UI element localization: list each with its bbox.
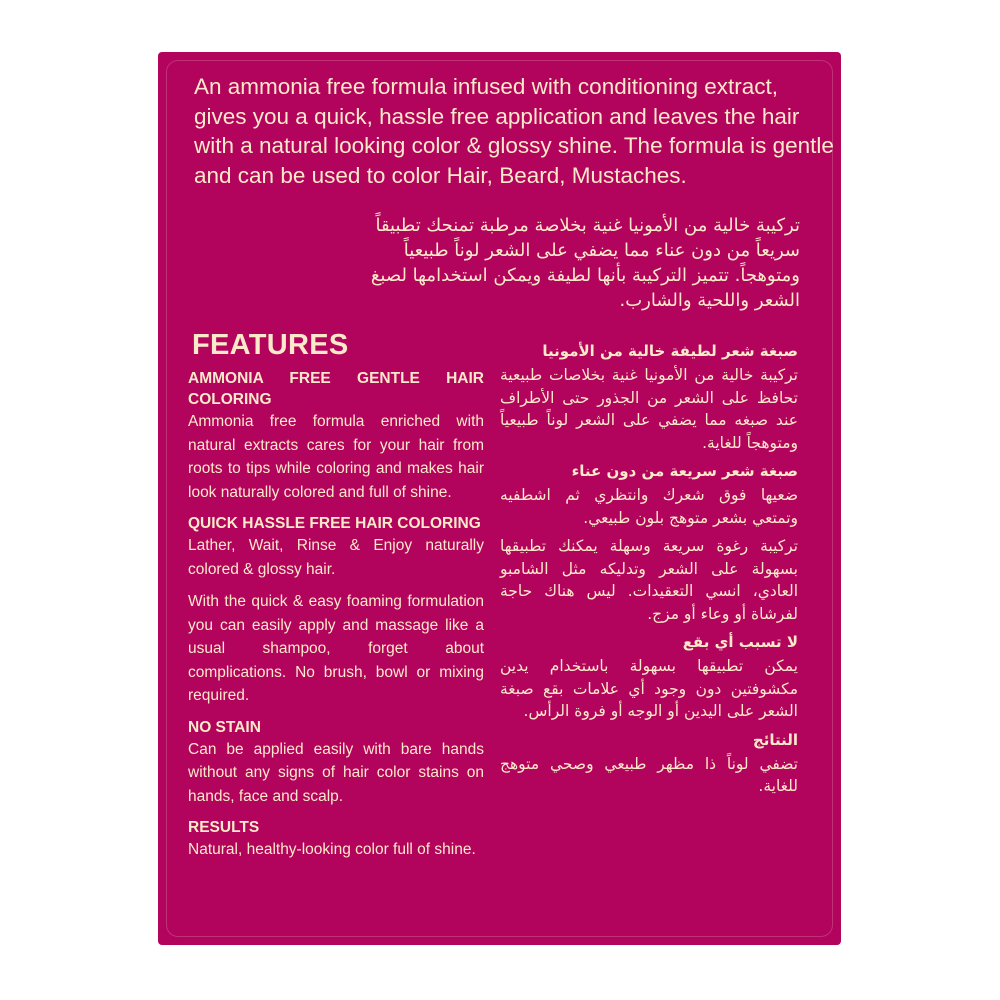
feature-text-ammonia-free: Ammonia free formula enriched with natural extracts cares for your hair from roots to tips while coloring and makes hair look naturally colored and full of shine.: [188, 413, 484, 501]
arabic-text-ammonia-free: تركيبة خالية من الأمونيا غنية بخلاصات طبيعية تحافظ على الشعر من الجذور حتى الأطراف عند صبغه مما يضفي على الشعر لوناً طبيعياً ومتوهجاً للغاية.: [500, 366, 798, 452]
feature-heading-results: RESULTS: [188, 819, 260, 836]
intro-arabic-text: تركيبة خالية من الأمونيا غنية بخلاصة مرطبة تمنحك تطبيقاً سريعاً من دون عناء مما يضفي على الشعر لوناً طبيعياً ومتوهجاً. تتميز التركيبة بأنها لطيفة ويمكن استخدامها لصبغ الشعر واللحية والشارب.: [370, 215, 800, 311]
arabic-heading-ammonia-free: صبغة شعر لطيفة خالية من الأمونيا: [542, 342, 798, 360]
features-title: FEATURES: [192, 329, 349, 361]
feature-text-quick-coloring-1: Lather, Wait, Rinse & Enjoy naturally colored & glossy hair.: [188, 537, 484, 578]
feature-text-no-stain: Can be applied easily with bare hands without any signs of hair color stains on hands, face and scalp.: [188, 740, 484, 805]
arabic-text-no-stain: يمكن تطبيقها بسهولة باستخدام يدين مكشوفتين دون وجود أي علامات بقع صبغة الشعر على اليدين أو الوجه أو فروة الرأس.: [500, 657, 798, 720]
arabic-heading-results: النتائج: [752, 730, 798, 749]
arabic-text-quick-coloring-2: تركيبة رغوة سريعة وسهلة يمكنك تطبيقها بسهولة على الشعر وتدليكه مثل الشامبو العادي، انسي التعقيدات. ليس هناك حاجة لفرشاة أو وعاء أو مزج.: [500, 537, 798, 623]
arabic-heading-quick-coloring: صبغة شعر سريعة من دون عناء: [571, 462, 798, 480]
arabic-text-results: تضفي لوناً ذا مظهر طبيعي وصحي متوهج للغاية.: [500, 754, 798, 795]
product-info-panel: [158, 52, 841, 945]
feature-text-results: Natural, healthy-looking color full of shine.: [188, 841, 476, 858]
feature-heading-ammonia-free: AMMONIA FREE GENTLE HAIR COLORING: [188, 370, 484, 408]
feature-text-quick-coloring-2: With the quick & easy foaming formulation you can easily apply and massage like a usual shampoo, forget about complications. No brush, bowl or mixing required.: [188, 593, 484, 704]
intro-english-text: An ammonia free formula infused with conditioning extract, gives you a quick, hassle free application and leaves the hair with a natural looking color & glossy shine. The formula is gentle and can be used to color Hair, Beard, Mustaches.: [194, 74, 834, 188]
arabic-text-quick-coloring-1: ضعيها فوق شعرك وانتظري ثم اشطفيه وتمتعي بشعر متوهج بلون طبيعي.: [500, 486, 798, 527]
feature-heading-quick-coloring: QUICK HASSLE FREE HAIR COLORING: [188, 515, 481, 532]
feature-heading-no-stain: NO STAIN: [188, 718, 261, 736]
features-arabic-column: [500, 340, 798, 804]
arabic-heading-no-stain: لا تسبب أي بقع: [682, 633, 798, 651]
features-english-column: [188, 328, 484, 871]
